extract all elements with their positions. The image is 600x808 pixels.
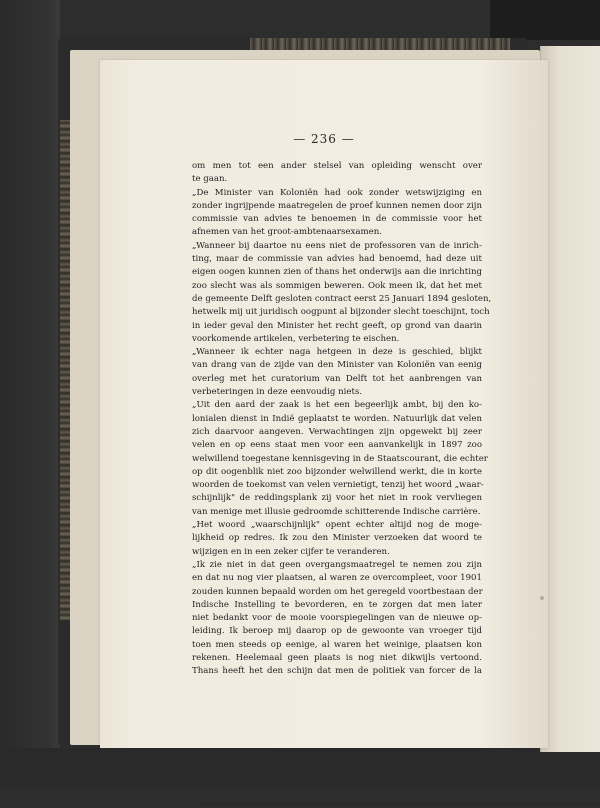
book-page (100, 60, 548, 748)
text-line: ting, maar de commissie van advies had benoemd, had deze uit (192, 254, 482, 265)
text-line: schijnlijk" de reddingsplank zij voor het niet in rook vervliegen (192, 493, 482, 504)
text-line: niet bedankt voor de mooie voorspiegelingen van de nieuwe op- (192, 613, 482, 624)
text-line: wijzigen en in een zeker cijfer te veranderen. (192, 546, 390, 557)
text-line: zoo slecht was als sommigen beweren. Ook meen ik, dat het met (192, 280, 482, 291)
text-line: om men tot een ander stelsel van opleiding wenscht over (192, 161, 482, 171)
page-number: — 236 — (293, 132, 355, 146)
facing-page (540, 46, 600, 752)
text-line: van drang van de zijde van den Minister van Koloniën van eenig (192, 360, 482, 371)
text-line: zich daarvoor aangeven. Verwachtingen zijn opgewekt bij zeer (192, 426, 482, 437)
page-body-text (192, 160, 492, 679)
text-line: toen men steeds op eenige, al waren het weinige, plaatsen kon (192, 639, 482, 650)
text-line: Thans heeft het den schijn dat men de politiek van forcer de la (192, 666, 482, 677)
background-bottom (0, 748, 600, 788)
text-line: eigen oogen kunnen zien of thans het onderwijs aan die inrichting (192, 267, 482, 278)
background-top-right (490, 0, 600, 40)
text-line: rekenen. Heelemaal geen plaats is nog niet dikwijls vertoond. (192, 652, 482, 663)
text-line: welwillend toegestane kennisgeving in de Staatscourant, die echter (192, 453, 488, 464)
text-line: „Uit den aard der zaak is het een begeerlijk ambt, bij den ko- (192, 400, 482, 411)
text-line: lijkheid op redres. Ik zou den Minister verzoeken dat woord te (192, 533, 482, 544)
text-line: van menige met illusie gedroomde schitterende Indische carrière. (192, 506, 481, 517)
text-line: zonder ingrijpende maatregelen de proef kunnen nemen door zijn (192, 200, 482, 211)
text-line: „Wanneer bij daartoe nu eens niet de professoren van de inrich- (192, 240, 482, 251)
text-line: leiding. Ik beroep mij daarop op de gewoonte van vroeger tijd (192, 626, 482, 637)
background-left (0, 0, 60, 788)
text-line: „Het woord „waarschijnlijk" opent echter altijd nog de moge- (192, 520, 482, 531)
text-line: op dit oogenblik niet zoo bijzonder welwillend werkt, die in korte (192, 466, 482, 477)
text-line: voorkomende artikelen, verbetering te eischen. (192, 333, 400, 344)
text-line: woorden de toekomst van velen vernietigt, tenzij het woord „waar- (192, 480, 484, 491)
text-line: commissie van advies te benoemen in de commissie voor het (192, 214, 482, 225)
text-line: verbeteringen in deze eenvoudig niets. (192, 387, 363, 398)
page-bottom-shadow (200, 802, 600, 808)
text-line: „Wanneer ik echter naga hetgeen in deze is geschied, blijkt (192, 347, 482, 358)
text-line: te gaan. (192, 174, 228, 185)
cover-marbled-top (250, 38, 510, 50)
text-line: afnemen van het groot-ambtenaarsexamen. (192, 227, 382, 238)
page-margin-mark (540, 596, 544, 600)
text-line: velen en op eens staat men voor een aanvankelijk in 1897 zoo (192, 440, 482, 451)
text-line: zouden kunnen bepaald worden om het geregeld voortbestaan der (192, 586, 483, 597)
text-line: overleg met het curatorium van Delft tot het aanbrengen van (192, 373, 482, 384)
text-line: „Ik zie niet in dat geen overgangsmaatregel te nemen zou zijn (192, 559, 482, 570)
text-line: lonialen dienst in Indië geplaatst te worden. Natuurlijk dat velen (192, 413, 482, 424)
text-line: de gemeente Delft gesloten contract eerst 25 Januari 1894 gesloten, (192, 293, 492, 304)
text-line: hetwelk mij uit juridisch oogpunt al bijzonder slecht toeschijnt, toch (192, 307, 490, 318)
text-line: Indische Instelling te bevorderen, en te zorgen dat men later (192, 599, 482, 610)
text-line: „De Minister van Koloniën had ook zonder wetswijziging en (192, 187, 482, 198)
text-line: en dat nu nog vier plaatsen, al waren ze overcompleet, voor 1901 (192, 573, 482, 584)
text-line: in ieder geval den Minister het recht geeft, op grond van daarin (192, 320, 482, 331)
